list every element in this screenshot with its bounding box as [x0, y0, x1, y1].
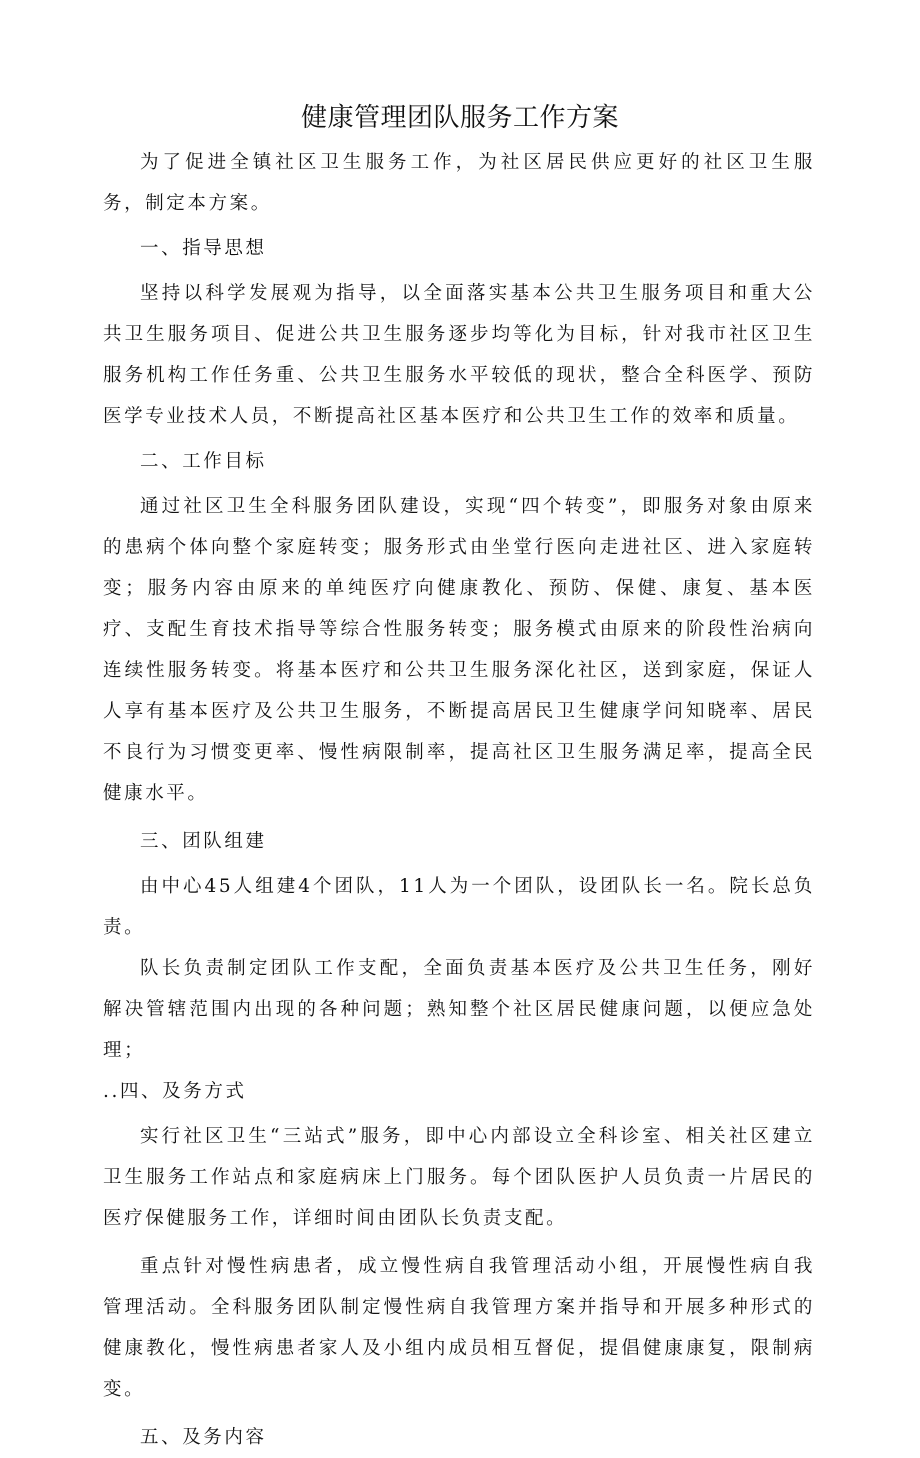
intro-paragraph: 为了促进全镇社区卫生服务工作，为社区居民供应更好的社区卫生服务，制定本方案。 — [103, 152, 815, 214]
heading-work-goals: 二、工作目标 — [140, 451, 267, 472]
heading-guiding-ideology: 一、指导思想 — [140, 238, 267, 259]
heading-team-formation: 三、团队组建 — [140, 831, 267, 852]
paragraph-work-goals: 通过社区卫生全科服务团队建设，实现“四个转变”，即服务对象由原来的患病个体向整个家庭转变；服务形式由坐堂行医向走进社区、进入家庭转变；服务内容由原来的单纯医疗向健康教化、预防、保健、康复、基本医疗、支配生育技术指导等综合性服务转变；服务模式由原来的阶段性治病向连续性服务转变。将基本医疗和公共卫生服务深化社区，送到家庭，保证人人享有基本医疗及公共卫生服务，不断提高居民卫生健康学问知晓率、居民不良行为习惯变更率、慢性病限制率，提高社区卫生服务满足率，提高全民健康水平。 — [103, 496, 815, 804]
document-title: 健康管理团队服务工作方案 — [300, 103, 619, 133]
paragraph-service-method-1: 实行社区卫生“三站式”服务，即中心内部设立全科诊室、相关社区建立卫生服务工作站点和家庭病床上门服务。每个团队医护人员负责一片居民的医疗保健服务工作，详细时间由团队长负责支配。 — [103, 1126, 815, 1229]
heading-service-method: ..四、及务方式 — [103, 1081, 247, 1102]
paragraph-team-formation-1: 由中心45人组建4个团队，11人为一个团队，设团队长一名。院长总负责。 — [103, 876, 815, 938]
heading-service-content: 五、及务内容 — [140, 1427, 267, 1448]
paragraph-team-formation-2: 队长负责制定团队工作支配，全面负责基本医疗及公共卫生任务，刚好解决管辖范围内出现的各种问题；熟知整个社区居民健康问题，以便应急处理； — [103, 958, 815, 1061]
document-body — [103, 142, 815, 1458]
paragraph-guiding-ideology: 坚持以科学发展观为指导，以全面落实基本公共卫生服务项目和重大公共卫生服务项目、促进公共卫生服务逐步均等化为目标，针对我市社区卫生服务机构工作任务重、公共卫生服务水平较低的现状，整合全科医学、预防医学专业技术人员，不断提高社区基本医疗和公共卫生工作的效率和质量。 — [103, 283, 815, 427]
paragraph-service-method-2: 重点针对慢性病患者，成立慢性病自我管理活动小组，开展慢性病自我管理活动。全科服务团队制定慢性病自我管理方案并指导和开展多种形式的健康教化，慢性病患者家人及小组内成员相互督促，提倡健康康复，限制病变。 — [103, 1256, 815, 1400]
